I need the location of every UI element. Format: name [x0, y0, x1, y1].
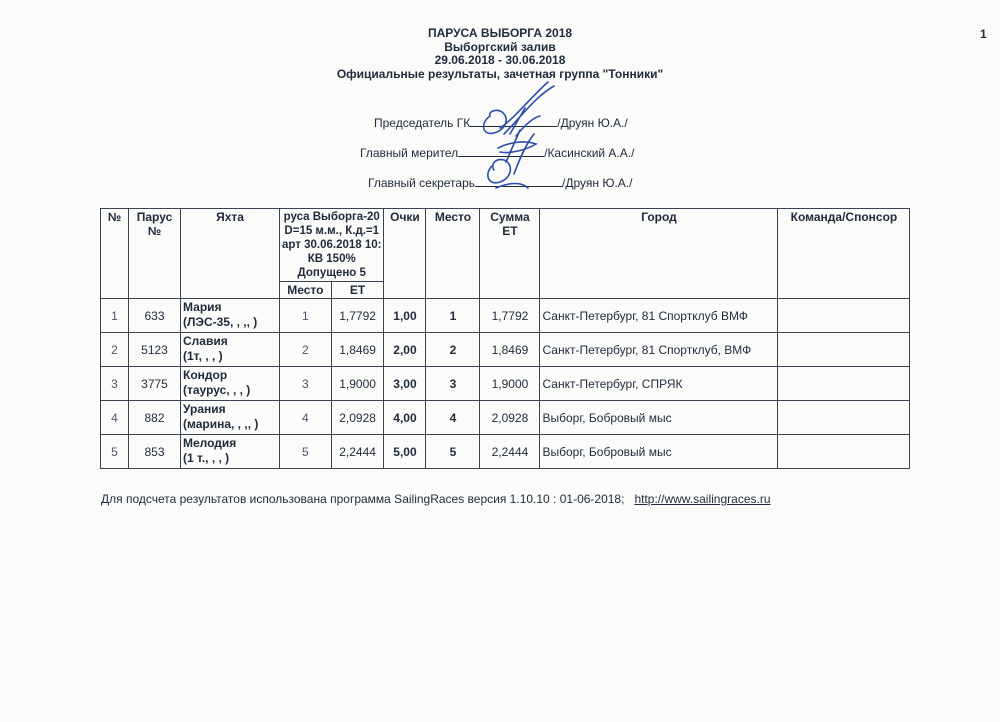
footer-text: Для подсчета результатов использована программа SailingRaces версия 1.10.10 : 01-06-2018; — [101, 492, 625, 506]
chair-name: /Друян Ю.А./ — [557, 116, 628, 130]
row-place: 1 — [426, 299, 480, 333]
row-city: Санкт-Петербург, 81 Спортклуб, ВМФ — [540, 333, 778, 367]
table-row — [101, 299, 910, 333]
header-points: Очки — [384, 209, 426, 299]
race-kv: КВ 150% — [307, 253, 356, 265]
row-yacht — [181, 367, 280, 401]
row-no: 1 — [101, 299, 129, 333]
secretary-name: /Друян Ю.А./ — [562, 176, 633, 190]
header-yacht: Яхта — [181, 209, 280, 299]
yacht-class: (1 т., , , ) — [183, 451, 230, 465]
race-start: арт 30.06.2018 10: — [282, 239, 382, 251]
row-team — [778, 367, 910, 401]
row-yacht — [181, 401, 280, 435]
results-table — [100, 208, 910, 469]
row-team — [778, 401, 910, 435]
row-place: 4 — [426, 401, 480, 435]
measurer-label: Главный мерител — [360, 146, 459, 160]
header-place: Место — [426, 209, 480, 299]
row-city: Санкт-Петербург, СПРЯК — [540, 367, 778, 401]
row-place: 2 — [426, 333, 480, 367]
row-points: 5,00 — [384, 435, 426, 469]
header-race — [280, 209, 384, 282]
row-yacht — [181, 435, 280, 469]
sailingraces-link[interactable]: http://www.sailingraces.ru — [634, 492, 771, 506]
table-row — [101, 333, 910, 367]
header-team: Команда/Спонсор — [778, 209, 910, 299]
row-points: 3,00 — [384, 367, 426, 401]
yacht-class: (таурус, , , ) — [183, 383, 251, 397]
table-row — [101, 401, 910, 435]
yacht-name: Урания — [183, 402, 226, 416]
row-race-et: 2,2444 — [331, 435, 384, 469]
row-race-place: 4 — [280, 401, 332, 435]
header-sail: Парус № — [129, 209, 181, 299]
row-race-place: 2 — [280, 333, 332, 367]
table-row — [101, 435, 910, 469]
row-yacht — [181, 299, 280, 333]
row-sum-et: 1,9000 — [480, 367, 540, 401]
row-sail: 5123 — [129, 333, 181, 367]
row-sail: 3775 — [129, 367, 181, 401]
row-race-et: 1,9000 — [331, 367, 384, 401]
row-city: Выборг, Бобровый мыс — [540, 435, 778, 469]
row-sum-et: 1,7792 — [480, 299, 540, 333]
header-race-place: Место — [280, 282, 332, 299]
row-no: 4 — [101, 401, 129, 435]
yacht-name: Славия — [183, 334, 228, 348]
row-sail: 633 — [129, 299, 181, 333]
yacht-class: (марина, , ,, ) — [183, 417, 259, 431]
chair-label: Председатель ГК — [374, 116, 471, 130]
row-race-et: 1,8469 — [331, 333, 384, 367]
footer — [101, 492, 771, 506]
event-dates: 29.06.2018 - 30.06.2018 — [434, 53, 566, 67]
secretary-label: Главный секретарь — [368, 176, 475, 190]
row-race-et: 1,7792 — [331, 299, 384, 333]
row-yacht — [181, 333, 280, 367]
row-sum-et: 1,8469 — [480, 333, 540, 367]
yacht-name: Кондор — [183, 368, 228, 382]
row-points: 4,00 — [384, 401, 426, 435]
row-no: 5 — [101, 435, 129, 469]
yacht-class: (ЛЭС-35, , ,, ) — [183, 315, 258, 329]
row-race-et: 2,0928 — [331, 401, 384, 435]
row-sum-et: 2,0928 — [480, 401, 540, 435]
header-race-et: ET — [331, 282, 384, 299]
race-name: руса Выборга-20 — [283, 211, 380, 223]
row-race-place: 1 — [280, 299, 332, 333]
row-no: 2 — [101, 333, 129, 367]
row-no: 3 — [101, 367, 129, 401]
yacht-name: Мелодия — [183, 436, 237, 450]
row-race-place: 5 — [280, 435, 332, 469]
row-sum-et: 2,2444 — [480, 435, 540, 469]
row-points: 2,00 — [384, 333, 426, 367]
race-admitted: Допущено 5 — [297, 267, 366, 279]
row-city: Выборг, Бобровый мыс — [540, 401, 778, 435]
header-sum-et: Сумма ET — [480, 209, 540, 299]
row-sail: 853 — [129, 435, 181, 469]
row-team — [778, 333, 910, 367]
yacht-class: (1т, , , ) — [183, 349, 223, 363]
event-venue: Выборгский залив — [444, 39, 556, 54]
row-race-place: 3 — [280, 367, 332, 401]
row-team — [778, 299, 910, 333]
document-header — [300, 27, 700, 81]
race-distance: D=15 м.м., К.д.=1 — [284, 225, 380, 237]
measurer-name: /Касинский А.А./ — [544, 146, 635, 160]
page-number: 1 — [980, 27, 987, 41]
results-subtitle: Официальные результаты, зачетная группа "Тонники" — [336, 66, 664, 81]
row-points: 1,00 — [384, 299, 426, 333]
row-team — [778, 435, 910, 469]
header-no: № — [101, 209, 129, 299]
event-title: ПАРУСА ВЫБОРГА 2018 — [427, 26, 573, 40]
yacht-name: Мария — [183, 300, 222, 314]
row-sail: 882 — [129, 401, 181, 435]
header-city: Город — [540, 209, 778, 299]
handwritten-signature — [470, 78, 560, 198]
table-row — [101, 367, 910, 401]
row-city: Санкт-Петербург, 81 Спортклуб ВМФ — [540, 299, 778, 333]
row-place: 5 — [426, 435, 480, 469]
row-place: 3 — [426, 367, 480, 401]
